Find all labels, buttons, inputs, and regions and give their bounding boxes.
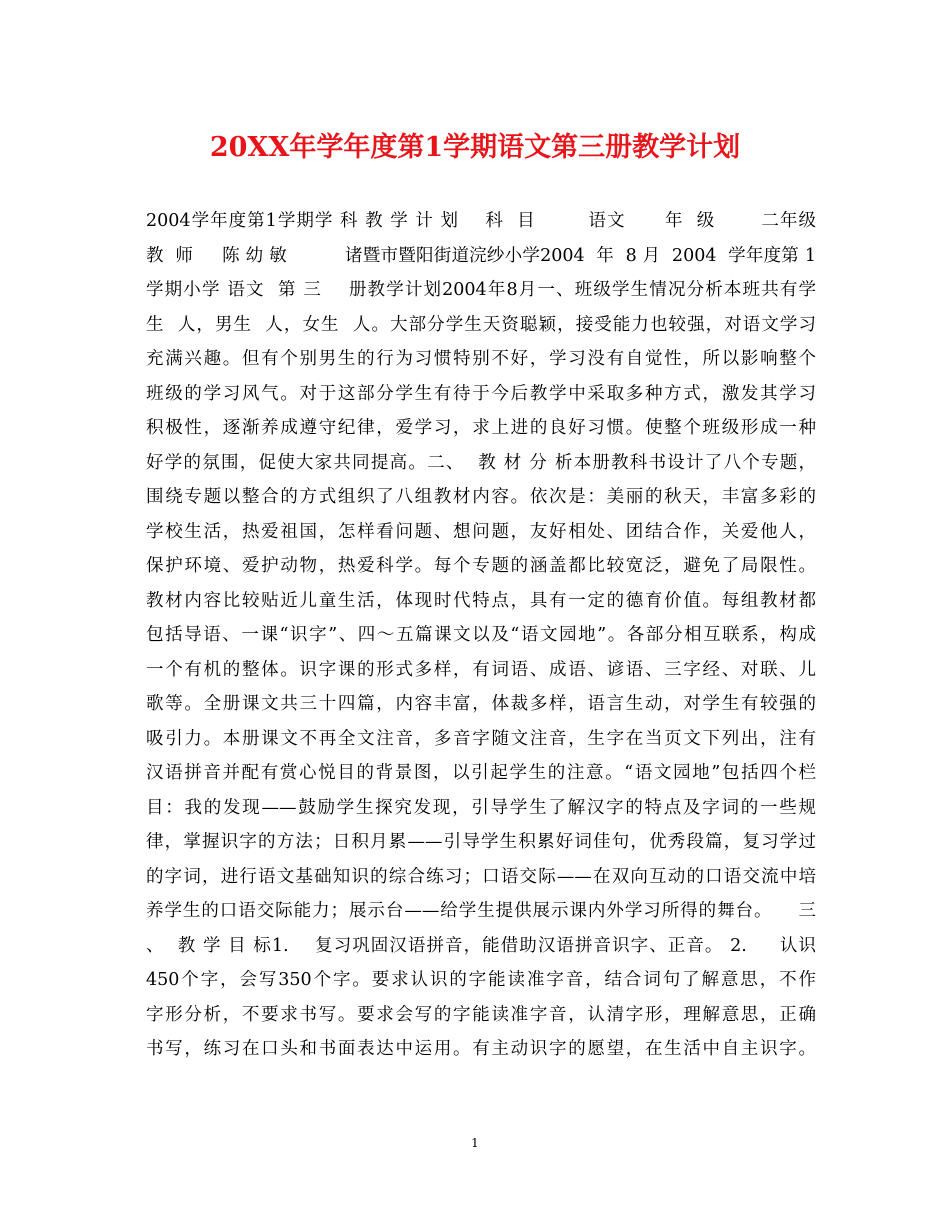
body-text-line: 学期小学 语文 第 三 册教学计划2004年8月一、班级学生情况分析本班共有学 [146, 280, 816, 300]
body-text-line: 的字词，进行语文基础知识的综合练习；口语交际——在双向互动的口语交流中培 [146, 866, 816, 887]
body-text-line: 教材内容比较贴近儿童生活，体现时代特点，具有一定的德育价值。每组教材都 [146, 590, 816, 611]
body-text-line: 充满兴趣。但有个别男生的行为习惯特别不好，学习没有自觉性，所以影响整个 [146, 349, 816, 369]
body-text-line: 好学的氛围，促使大家共同提高。二、 教 材 分 析本册教科书设计了八个专题， [146, 452, 816, 473]
page-title: 20XX年学年度第1学期语文第三册教学计划 [209, 132, 741, 163]
body-text-line: 保护环境、爱护动物，热爱科学。每个专题的涵盖都比较宽泛，避免了局限性。 [146, 556, 816, 576]
body-text-line: 学校生活，热爱祖国，怎样看问题、想问题，友好相处、团结合作，关爱他人， [146, 521, 816, 542]
body-text-line: 养学生的口语交际能力；展示台——给学生提供展示课内外学习所得的舞台。 三 [146, 901, 816, 921]
body-text-line: 律，掌握识字的方法；日积月累——引导学生积累好词佳句，优秀段篇，复习学过 [146, 832, 816, 852]
body-text-line: 歌等。全册课文共三十四篇，内容丰富，体裁多样，语言生动，对学生有较强的 [146, 694, 816, 714]
body-text-line: 吸引力。本册课文不再全文注音，多音字随文注音，生字在当页文下列出，注有 [146, 728, 816, 749]
body-text-line: 字形分析，不要求书写。要求会写的字能读准字音，认清字形，理解意思，正确 [146, 1004, 816, 1025]
body-text-line: 汉语拼音并配有赏心悦目的背景图，以引起学生的注意。“语文园地”包括四个栏 [146, 763, 816, 783]
body-text-line: 教 师 陈 幼 敏 诸暨市暨阳街道浣纱小学2004 年 8 月 2004 学年度第 1 [146, 245, 816, 266]
page-number: 1 [471, 1136, 479, 1150]
body-text-line: 一个有机的整体。识字课的形式多样，有词语、成语、谚语、三字经、对联、儿 [146, 659, 816, 680]
body-text-line: 目：我的发现——鼓励学生探究发现，引导学生了解汉字的特点及字词的一些规 [146, 797, 816, 818]
body-text-line: 、 教 学 目 标1. 复习巩固汉语拼音，能借助汉语拼音识字、正音。 2. 认识 [146, 935, 816, 956]
body-text-line: 围绕专题以整合的方式组织了八组教材内容。依次是：美丽的秋天，丰富多彩的 [146, 487, 816, 507]
body-text-line: 450个字，会写350个字。要求认识的字能读准字音，结合词句了解意思，不作 [146, 970, 816, 990]
document-body [146, 204, 816, 1067]
body-text-line: 书写，练习在口头和书面表达中运用。有主动识字的愿望，在生活中自主识字。 [146, 1039, 816, 1059]
body-text-line: 生 人，男生 人，女生 人。大部分学生天资聪颖，接受能力也较强，对语文学习 [146, 314, 816, 335]
body-text-line: 积极性，逐渐养成遵守纪律，爱学习，求上进的良好习惯。使整个班级形成一种 [146, 418, 816, 438]
body-text-line: 包括导语、一课“识字”、四～五篇课文以及“语文园地”。各部分相互联系，构成 [146, 625, 816, 645]
body-text-line: 2004学年度第1学期学 科 教 学 计 划 科 目 语文 年 级 二年级 [146, 211, 816, 231]
body-text-line: 班级的学习风气。对于这部分学生有待于今后教学中采取多种方式，激发其学习 [146, 383, 816, 404]
